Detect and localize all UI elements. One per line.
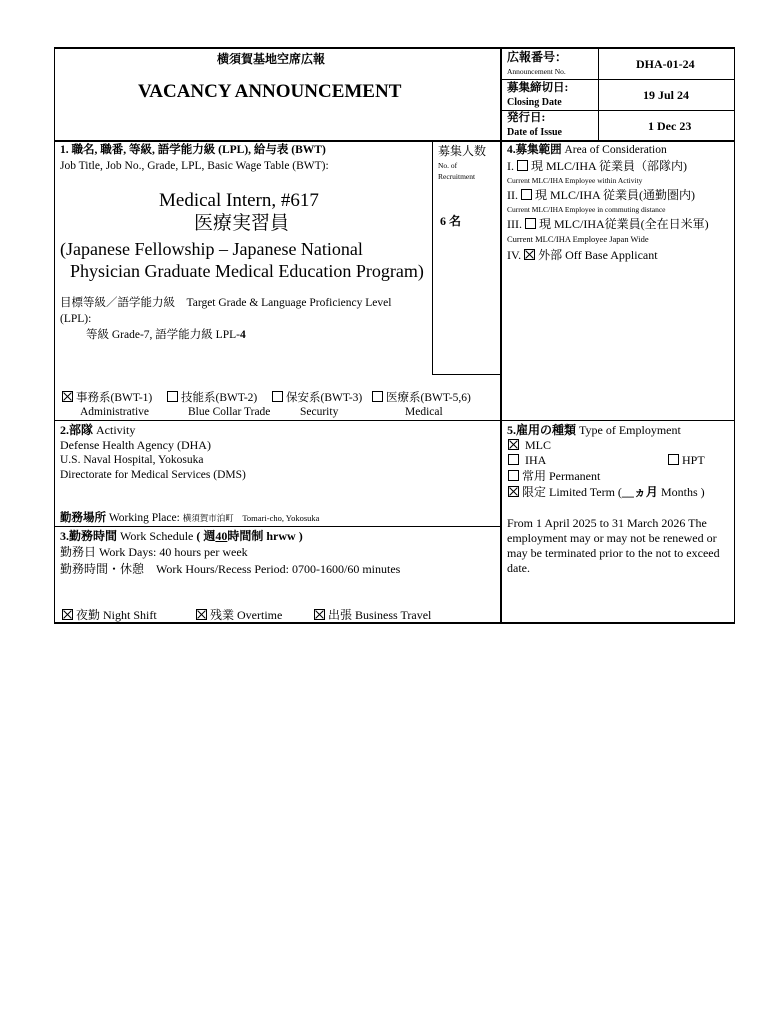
area-label: 現 MLC/IHA 従業員(通勤圏内) <box>535 188 695 202</box>
option-label: 出張 Business Travel <box>328 608 432 622</box>
checkbox-unchecked[interactable] <box>521 189 532 200</box>
area-label: 現 MLC/IHA従業員(全在日米軍) <box>539 217 709 231</box>
checkbox-unchecked[interactable] <box>372 391 383 402</box>
section4-heading-en: Area of Consideration <box>564 144 667 156</box>
section5-heading-en: Type of Employment <box>579 423 681 437</box>
outer-border-top <box>54 47 735 49</box>
mlc-option[interactable] <box>508 439 551 451</box>
section5-heading-jp: 5.雇用の種類 <box>507 423 577 437</box>
schedule-pre: ( 週 <box>196 529 216 543</box>
title-jp: 横須賀基地空席広報 <box>217 52 326 66</box>
section3-heading <box>60 530 303 542</box>
area-sub-3: Current MLC/IHA Employee Japan Wide <box>507 234 649 244</box>
grade-line <box>86 330 246 342</box>
option-label: 常用 Permanent <box>522 469 601 483</box>
header-divider <box>54 140 735 142</box>
checkbox-checked[interactable] <box>524 249 535 260</box>
closing-value: 19 Jul 24 <box>643 88 690 102</box>
recruit-label-en2: Recruitment <box>438 172 476 181</box>
limited-months: __ヵ月 <box>621 485 658 499</box>
recruit-col-left <box>432 141 433 375</box>
working-place <box>60 513 319 525</box>
area-sub-1: Current MLC/IHA Employee within Activity <box>507 176 643 185</box>
section3-divider <box>54 526 501 527</box>
section2-heading <box>60 424 135 436</box>
checkbox-checked[interactable] <box>314 609 325 620</box>
bwt-label: 技能系(BWT-2) <box>181 392 258 404</box>
area-label: 外部 Off Base Applicant <box>538 248 658 262</box>
closing-label-jp: 募集締切日: <box>507 82 569 94</box>
section1-divider <box>54 420 735 421</box>
section4-heading-jp: 4.募集範囲 <box>507 144 562 156</box>
checkbox-unchecked[interactable] <box>508 470 519 481</box>
area-label: 現 MLC/IHA 従業員（部隊内) <box>531 159 688 173</box>
program-line2: Physician Graduate Medical Education Program) <box>70 261 424 281</box>
section1-heading: 1. 職名, 職番, 等級, 語学能力級 (LPL), 給与表 (BWT) <box>60 144 326 156</box>
business-travel-option[interactable] <box>314 609 431 621</box>
area-num: I. <box>507 159 514 173</box>
program-line1: (Japanese Fellowship – Japanese National <box>60 239 363 259</box>
working-place-en: Working Place: <box>108 512 180 524</box>
job-title-en: Medical Intern, #617 <box>159 190 319 211</box>
activity-line3: Directorate for Medical Services (DMS) <box>60 469 246 481</box>
section5-heading <box>507 424 681 436</box>
work-hours: 勤務時間・休憩 Work Hours/Recess Period: 0700-1600/60 minutes <box>60 562 401 576</box>
checkbox-unchecked[interactable] <box>525 218 536 229</box>
checkbox-unchecked[interactable] <box>517 160 528 171</box>
checkbox-checked[interactable] <box>508 439 519 450</box>
option-label: MLC <box>525 438 552 452</box>
activity-line2: U.S. Naval Hospital, Yokosuka <box>60 454 204 466</box>
announcement-label-jp: 広報番号： <box>507 50 568 64</box>
checkbox-unchecked[interactable] <box>272 391 283 402</box>
page-title: VACANCY ANNOUNCEMENT <box>138 81 402 102</box>
checkbox-unchecked[interactable] <box>167 391 178 402</box>
header-row2 <box>501 110 735 111</box>
working-place-value-en: Tomari-cho, Yokosuka <box>242 513 320 523</box>
outer-border-right <box>734 47 735 624</box>
closing-label-en: Closing Date <box>507 97 562 108</box>
area-option-1[interactable] <box>507 160 687 172</box>
grade-prefix: 等級 Grade-7, 語学能力級 LPL- <box>86 329 240 341</box>
bwt-option-security[interactable] <box>272 391 362 405</box>
iha-option[interactable] <box>508 454 546 466</box>
issue-label-en: Date of Issue <box>507 127 562 138</box>
area-num: III. <box>507 217 522 231</box>
limited-pre: 限定 Limited Term ( <box>522 485 622 499</box>
announcement-label-en: Announcement No. <box>507 67 566 76</box>
issue-label-jp: 発行日: <box>507 112 546 124</box>
limited-term-option[interactable] <box>508 486 705 498</box>
header-col-divider <box>598 47 599 141</box>
recruit-label-en1: No. of <box>438 161 458 170</box>
checkbox-checked[interactable] <box>508 486 519 497</box>
limited-post: Months ) <box>660 485 705 499</box>
issue-value: 1 Dec 23 <box>648 119 692 133</box>
section3-heading-en: Work Schedule <box>120 529 194 543</box>
schedule-hours: 40 <box>215 529 228 543</box>
bwt-label: 事務系(BWT-1) <box>76 392 153 404</box>
bwt-option-blue-collar[interactable] <box>167 391 257 405</box>
area-sub-2: Current MLC/IHA Employee in commuting distance <box>507 205 666 214</box>
option-label: HPT <box>682 453 705 467</box>
activity-line1: Defense Health Agency (DHA) <box>60 438 211 452</box>
target-line2: (LPL): <box>60 313 92 325</box>
option-label: 残業 Overtime <box>210 608 283 622</box>
option-label: IHA <box>525 453 547 467</box>
bwt-option-admin[interactable] <box>62 391 152 405</box>
area-option-4[interactable] <box>507 249 658 261</box>
section4-heading <box>507 145 667 157</box>
outer-border-left <box>54 47 55 624</box>
night-shift-option[interactable] <box>62 609 157 621</box>
bwt-option-medical[interactable] <box>372 391 471 405</box>
area-num: IV. <box>507 248 522 262</box>
hpt-option[interactable] <box>668 454 705 466</box>
job-title-jp: 医療実習員 <box>194 213 290 234</box>
area-num: II. <box>507 188 518 202</box>
area-option-2[interactable] <box>507 189 695 201</box>
header-row1 <box>501 79 735 80</box>
checkbox-checked[interactable] <box>62 609 73 620</box>
permanent-option[interactable] <box>508 470 600 482</box>
target-line1: 目標等級／語学能力級 Target Grade & Language Proficiency Level <box>60 297 392 309</box>
bwt-en-blue-collar: Blue Collar Trade <box>188 406 271 418</box>
outer-border-bottom <box>54 622 735 624</box>
checkbox-unchecked[interactable] <box>668 454 679 465</box>
bwt-label: 医療系(BWT-5,6) <box>386 392 471 404</box>
section2-heading-jp: 2.部隊 <box>60 423 94 437</box>
bwt-label: 保安系(BWT-3) <box>286 392 363 404</box>
work-days: 勤務日 Work Days: 40 hours per week <box>60 545 248 559</box>
grade-lpl: 4 <box>239 329 246 341</box>
bwt-en-security: Security <box>300 406 339 418</box>
overtime-option[interactable] <box>196 609 282 621</box>
working-place-value-jp: 横須賀市泊町 <box>182 513 234 523</box>
center-divider <box>500 47 502 624</box>
checkbox-unchecked[interactable] <box>508 454 519 465</box>
section2-heading-en: Activity <box>96 423 136 437</box>
schedule-post: 時間制 hrww ) <box>227 529 303 543</box>
section1-subheading: Job Title, Job No., Grade, LPL, Basic Wage Table (BWT): <box>60 160 329 172</box>
checkbox-checked[interactable] <box>196 609 207 620</box>
term-text: From 1 April 2025 to 31 March 2026 The employment may or may not be renewed or may be terminated prior to the not to exceed date. <box>507 516 720 575</box>
bwt-en-medical: Medical <box>405 406 443 418</box>
announcement-value: DHA-01-24 <box>636 57 695 71</box>
checkbox-checked[interactable] <box>62 391 73 402</box>
option-label: 夜勤 Night Shift <box>76 608 157 622</box>
recruit-value: 6 名 <box>440 214 462 228</box>
recruit-col-bottom <box>432 374 501 375</box>
section3-heading-jp: 3.勤務時間 <box>60 529 118 543</box>
area-option-3[interactable] <box>507 218 709 230</box>
working-place-jp: 勤務場所 <box>60 512 106 524</box>
recruit-label-jp: 募集人数 <box>438 144 487 158</box>
bwt-en-admin: Administrative <box>80 406 149 418</box>
